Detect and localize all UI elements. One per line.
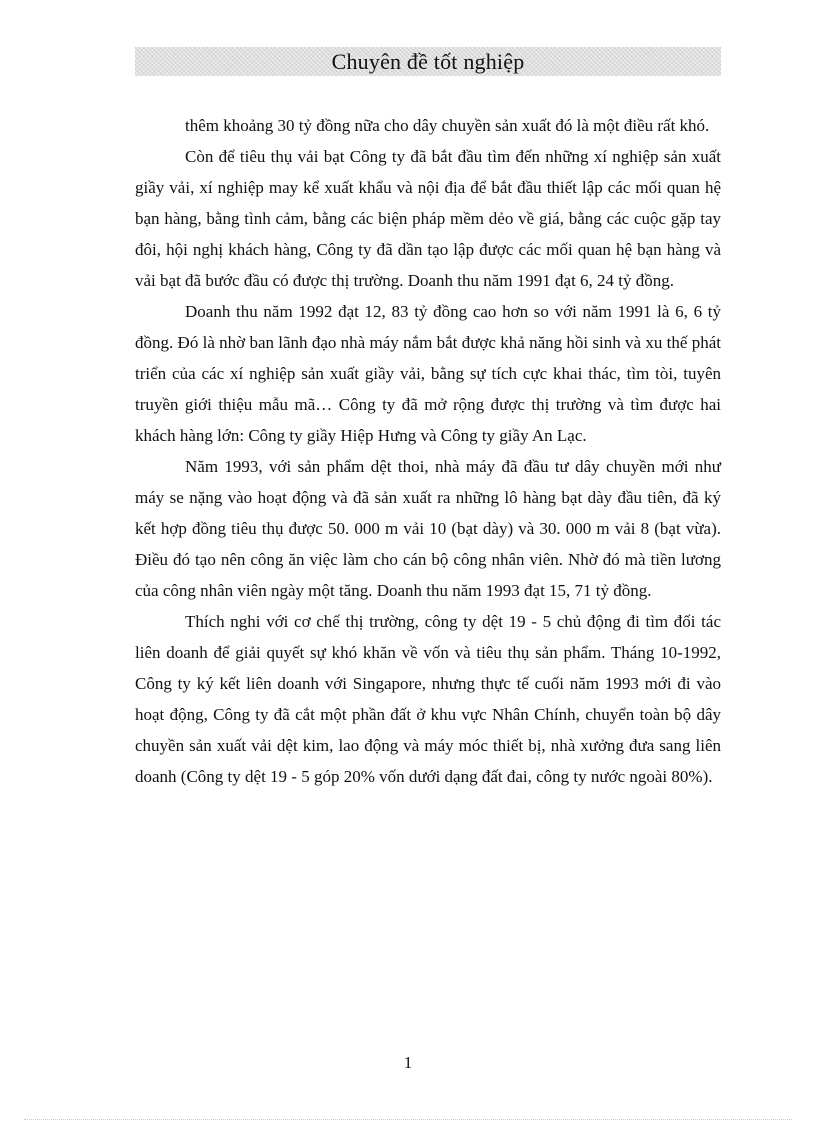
page-number: 1 [403,1053,413,1072]
paragraph: thêm khoảng 30 tỷ đồng nữa cho dây chuyền sản xuất đó là một điều rất khó. [185,116,710,135]
header-banner [135,47,721,76]
page-bottom-rule [24,1119,792,1120]
body-text [135,110,721,792]
paragraph: Doanh thu năm 1992 đạt 12, 83 tỷ đồng cao hơn so với năm 1991 là 6, 6 tỷ đồng. Đó là nhờ ban lãnh đạo nhà máy nắm bắt được khả năng hồi sinh và xu thế phát triển của các xí nghiệp sản xuất giầy vải, bằng sự tích cực khai thác, tìm tòi, tuyên truyền giới thiệu mẫu mã… Công ty đã mở rộng được thị trường và tìm được hai khách hàng lớn: Công ty giầy Hiệp Hưng và Công ty giầy An Lạc. [135,302,721,445]
paragraph: Còn để tiêu thụ vải bạt Công ty đã bắt đầu tìm đến những xí nghiệp sản xuất giầy vải, xí nghiệp may kể xuất khẩu và nội địa để bắt đầu thiết lập các mối quan hệ bạn hàng, bằng tình cảm, bằng các biện pháp mềm dẻo về giá, bằng các cuộc gặp tay đôi, hội nghị khách hàng, Công ty đã dần tạo lập được các mối quan hệ bạn hàng và vải bạt đã bước đầu có được thị trường. Doanh thu năm 1991 đạt 6, 24 tỷ đồng. [135,147,721,290]
header-title: Chuyên đề tốt nghiệp [331,49,525,74]
paragraph: Thích nghi với cơ chế thị trường, công ty dệt 19 - 5 chủ động đi tìm đối tác liên doanh để giải quyết sự khó khăn về vốn và tiêu thụ sản phẩm. Tháng 10-1992, Công ty ký kết liên doanh với Singapore, nhưng thực tế cuối năm 1993 mới đi vào hoạt động, Công ty đã cắt một phần đất ở khu vực Nhân Chính, chuyển toàn bộ dây chuyền sản xuất vải dệt kim, lao động và máy móc thiết bị, nhà xưởng đưa sang liên doanh (Công ty dệt 19 - 5 góp 20% vốn dưới dạng đất đai, công ty nước ngoài 80%). [135,612,721,786]
paragraph: Năm 1993, với sản phẩm dệt thoi, nhà máy đã đầu tư dây chuyền mới như máy se nặng vào hoạt động và đã sản xuất ra những lô hàng bạt dày đầu tiên, đã ký kết hợp đồng tiêu thụ được 50. 000 m vải 10 (bạt dày) và 30. 000 m vải 8 (bạt vừa). Điều đó tạo nên công ăn việc làm cho cán bộ công nhân viên. Nhờ đó mà tiền lương của công nhân viên ngày một tăng. Doanh thu năm 1993 đạt 15, 71 tỷ đồng. [135,457,721,600]
